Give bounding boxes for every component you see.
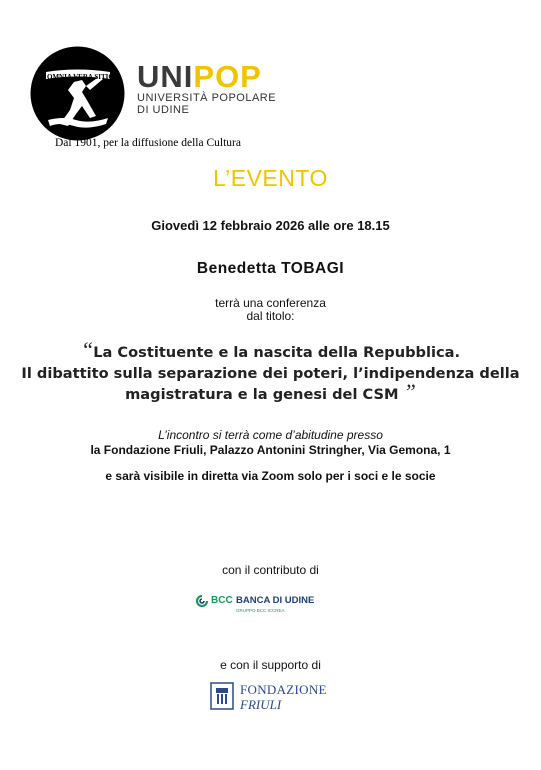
fondazione-region: FRIULI xyxy=(240,697,282,712)
talk-intro-line2: dal titolo: xyxy=(246,309,295,323)
logo-motto: OMNIA VERA SITIC xyxy=(47,73,114,81)
bcc-group: GRUPPO BCC ICCREA xyxy=(236,608,285,613)
talk-intro xyxy=(0,297,541,323)
open-quote: “ xyxy=(80,337,94,362)
talk-title-line3: magistratura e la genesi del CSM xyxy=(125,386,399,403)
bcc-mark-icon xyxy=(196,595,208,607)
zoom-note: e sarà visibile in diretta via Zoom solo per i soci e le socie xyxy=(105,469,436,483)
talk-title xyxy=(0,337,541,405)
unipop-logo-emblem xyxy=(30,46,125,141)
bcc-banca-di-udine-logo xyxy=(196,593,336,617)
talk-intro-line1: terrà una conferenza xyxy=(215,296,326,310)
brand-subtitle-line2: DI UDINE xyxy=(137,104,190,116)
brand-uni: UNI xyxy=(137,59,194,94)
speaker-name: Benedetta TOBAGI xyxy=(196,260,345,277)
venue-address: la Fondazione Friuli, Palazzo Antonini Stringher, Via Gemona, 1 xyxy=(90,443,451,457)
bcc-name: BANCA DI UDINE xyxy=(236,595,315,606)
event-heading: L’EVENTO xyxy=(213,165,328,191)
contribution-label: con il contributo di xyxy=(222,563,319,577)
event-date: Giovedì 12 febbraio 2026 alle ore 18.15 xyxy=(151,218,390,233)
unipop-wordmark xyxy=(137,59,277,116)
tagline: Dal 1901, per la diffusione della Cultura xyxy=(55,137,241,149)
support-label: e con il supporto di xyxy=(220,658,321,672)
brand-subtitle-line1: UNIVERSITÀ POPOLARE xyxy=(137,92,277,104)
talk-title-line1: La Costituente e la nascita della Repubblica. xyxy=(93,344,461,361)
close-quote: ” xyxy=(403,379,416,404)
bcc-short: BCC xyxy=(211,595,233,606)
fondazione-crest-icon xyxy=(210,682,234,710)
talk-title-line2: Il dibattito sulla separazione dei poteri, l’indipendenza della xyxy=(21,365,520,382)
fondazione-name: FONDAZIONE xyxy=(240,682,327,697)
fondazione-friuli-logo xyxy=(210,680,335,716)
venue-intro: L’incontro si terrà come d’abitudine presso xyxy=(158,428,383,442)
brand-pop: POP xyxy=(193,59,262,94)
